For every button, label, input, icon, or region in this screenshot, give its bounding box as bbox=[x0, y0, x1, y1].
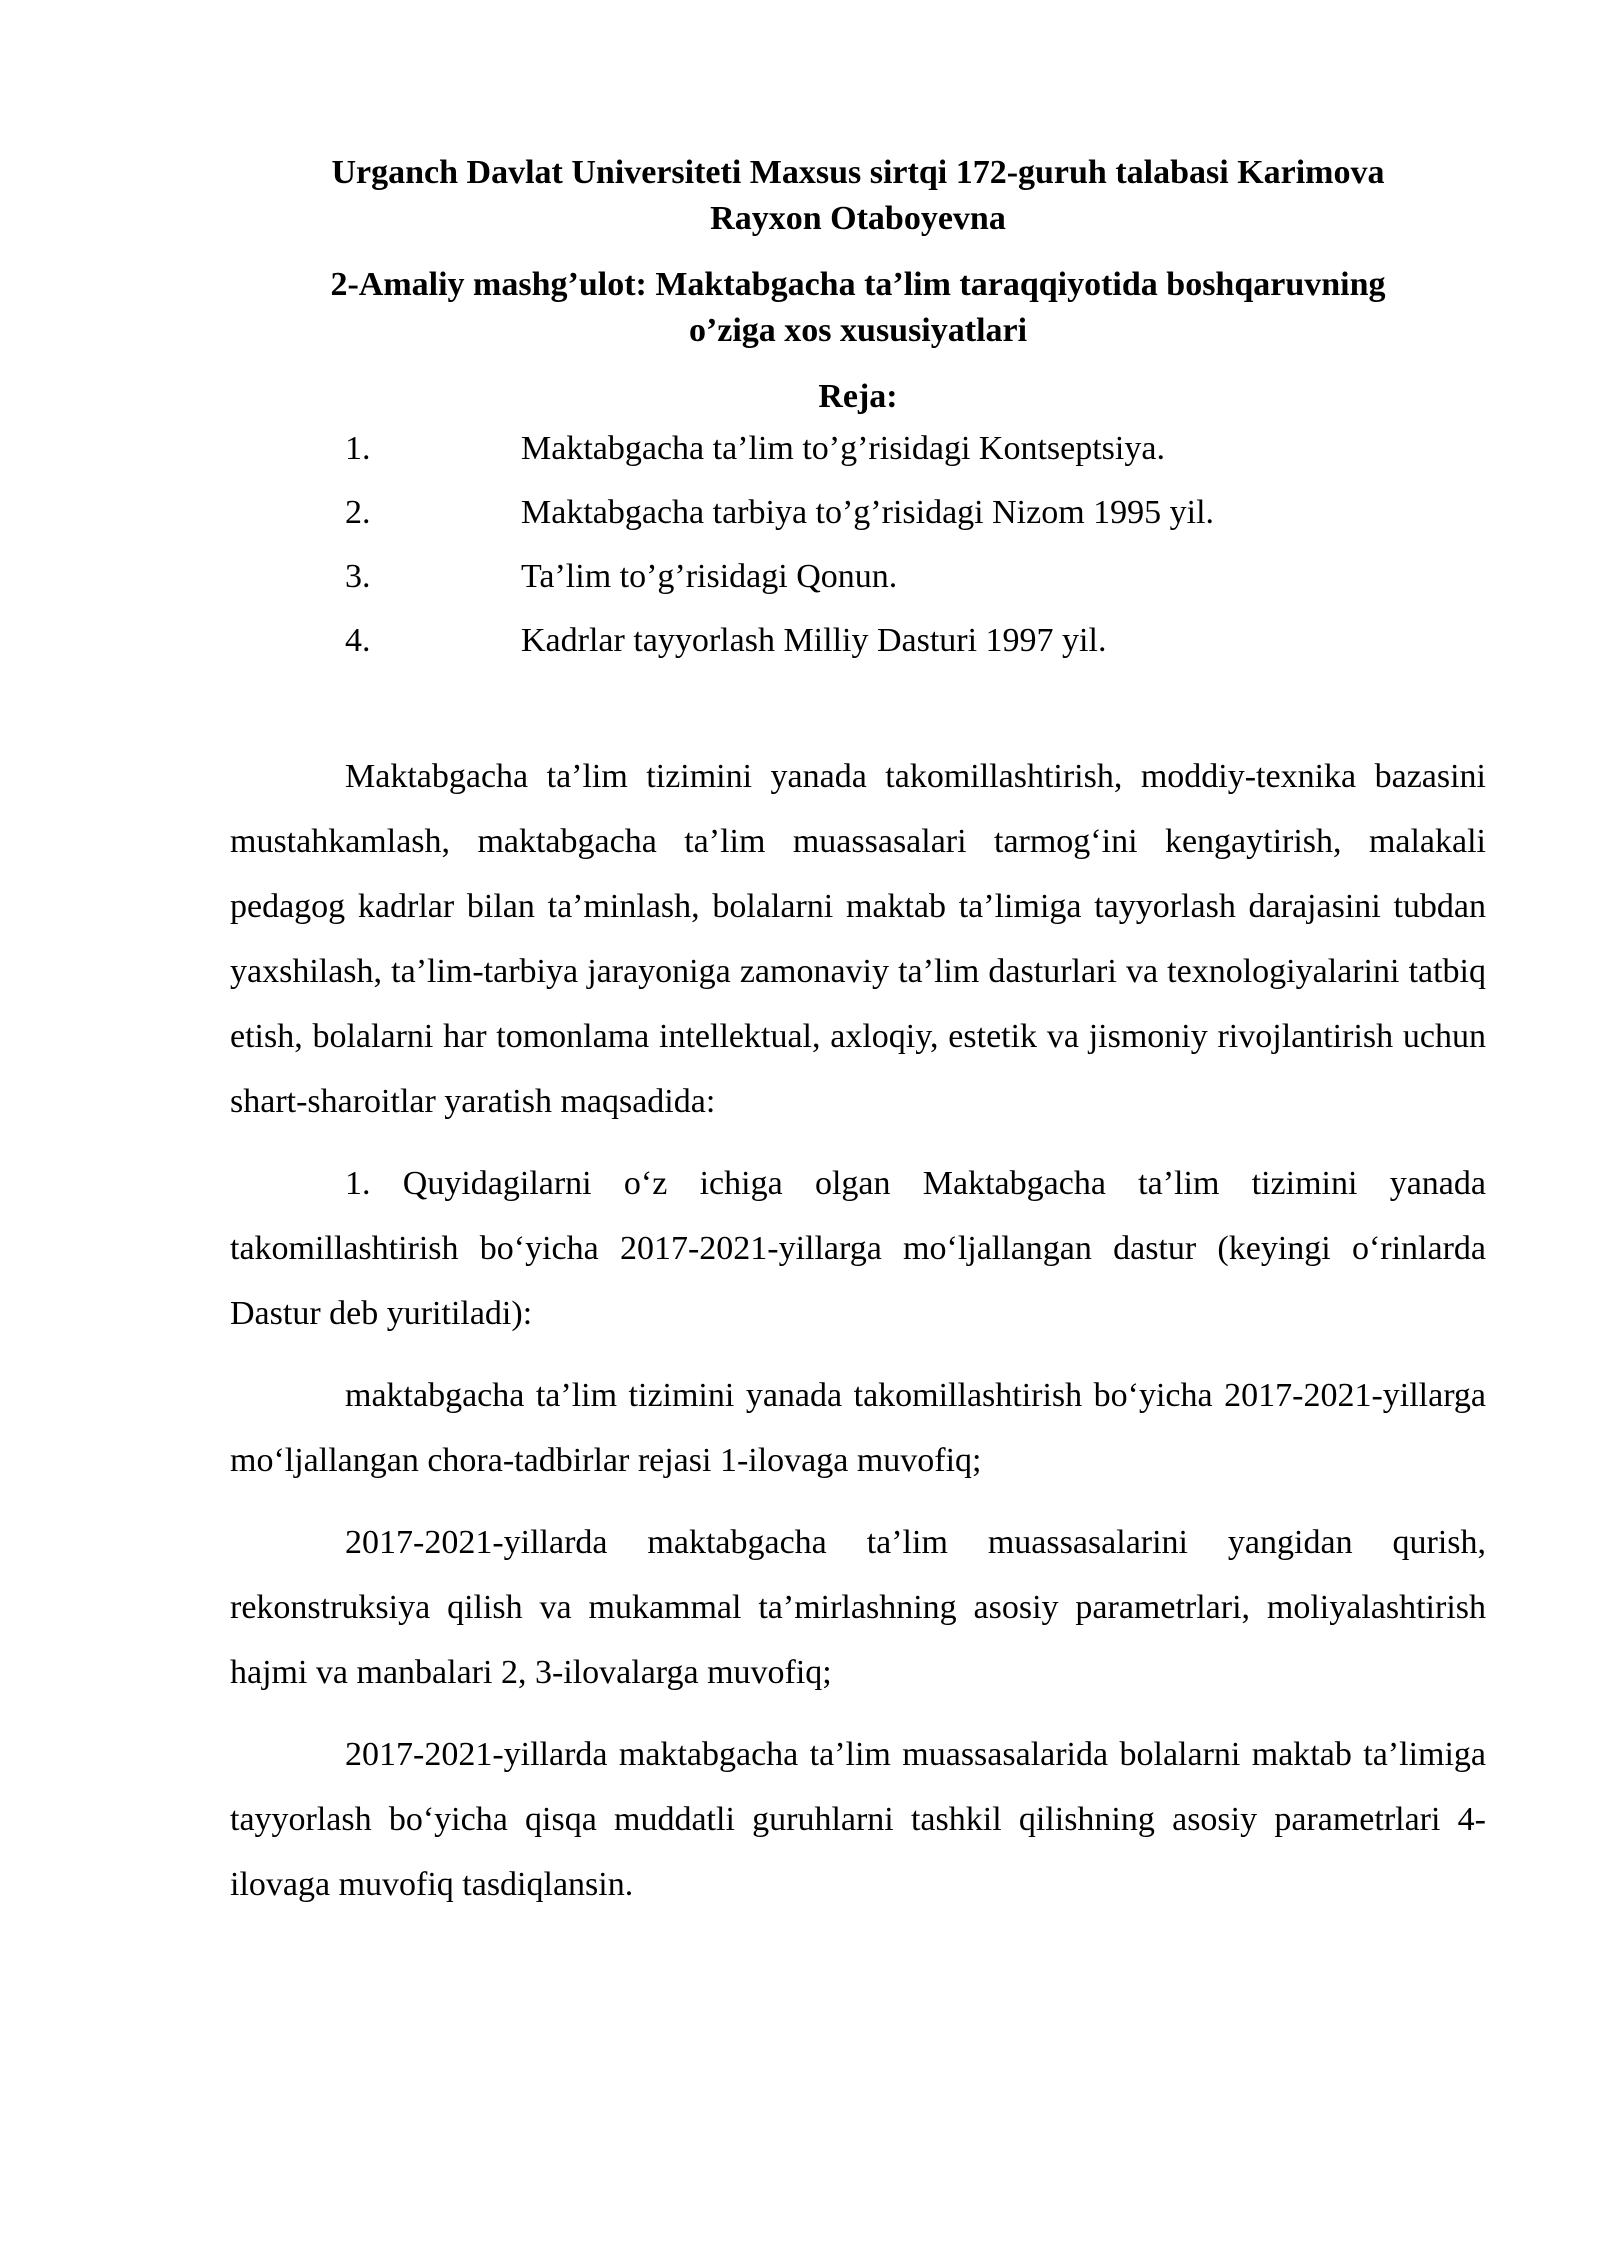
plan-item bbox=[230, 554, 1486, 618]
plan-item-number: 2. bbox=[345, 494, 371, 531]
plan-item-number: 3. bbox=[345, 558, 371, 595]
plan-list bbox=[230, 426, 1486, 682]
plan-item-number: 4. bbox=[345, 622, 371, 659]
body-paragraph-intro: Maktabgacha ta’lim tizimini yanada takomillashtirish, moddiy-texnika bazasini mustahkamlash, maktabgacha ta’lim muassasalari tarmog‘ini kengaytirish, malakali pedagog kadrlar bilan ta’minlash, bolalarni maktab ta’limiga tayyorlash darajasini tubdan yaxshilash, ta’lim-tarbiya jarayoniga zamonaviy ta’lim dasturlari va texnologiyalarini tatbiq etish, bolalarni har tomonlama intellektual, axloqiy, estetik va jismoniy rivojlantirish uchun shart-sharoitlar yaratish maqsadida: bbox=[230, 758, 1486, 1120]
body-paragraph-construction: 2017-2021-yillarda maktabgacha ta’lim muassasalarini yangidan qurish, rekonstruksiya qilish va mukammal ta’mirlashning asosiy parametrlari, moliyalashtirish hajmi va manbalari 2, 3-ilovalarga muvofiq; bbox=[230, 1524, 1486, 1691]
document-title-line2: Rayxon Otaboyevna bbox=[710, 200, 1006, 237]
document-subtitle bbox=[230, 262, 1486, 354]
document-title-line1: Urganch Davlat Universiteti Maxsus sirtqi 172-guruh talabasi Karimova bbox=[331, 154, 1385, 191]
plan-item bbox=[230, 490, 1486, 554]
document-title bbox=[230, 150, 1486, 242]
plan-item-text: Kadrlar tayyorlash Milliy Dasturi 1997 yil. bbox=[521, 622, 1107, 659]
plan-item-text: Ta’lim to’g’risidagi Qonun. bbox=[521, 558, 898, 595]
body-paragraph-program: 1. Quyidagilarni o‘z ichiga olgan Maktabgacha ta’lim tizimini yanada takomillashtirish bo‘yicha 2017-2021-yillarga mo‘ljallangan dastur (keyingi o‘rinlarda Dastur deb yuritiladi): bbox=[230, 1165, 1486, 1332]
document-subtitle-line2: o’ziga xos xususiyatlari bbox=[688, 312, 1028, 349]
plan-item-text: Maktabgacha tarbiya to’g’risidagi Nizom 1995 yil. bbox=[521, 494, 1215, 531]
plan-item-number: 1. bbox=[345, 430, 371, 467]
body-paragraph-action-plan: maktabgacha ta’lim tizimini yanada takomillashtirish bo‘yicha 2017-2021-yillarga mo‘ljallangan chora-tadbirlar rejasi 1-ilovaga muvofiq; bbox=[230, 1377, 1486, 1479]
document-page bbox=[230, 150, 1486, 1917]
plan-item bbox=[230, 426, 1486, 490]
plan-heading: Reja: bbox=[818, 378, 898, 415]
plan-item bbox=[230, 618, 1486, 682]
document-subtitle-line1: 2-Amaliy mashg’ulot: Maktabgacha ta’lim taraqqiyotida boshqaruvning bbox=[330, 266, 1386, 303]
body-paragraph-short-groups: 2017-2021-yillarda maktabgacha ta’lim muassasalarida bolalarni maktab ta’limiga tayyorlash bo‘yicha qisqa muddatli guruhlarni tashkil qilishning asosiy parametrlari 4-ilovaga muvofiq tasdiqlansin. bbox=[230, 1736, 1486, 1903]
plan-item-text: Maktabgacha ta’lim to’g’risidagi Kontseptsiya. bbox=[521, 430, 1165, 467]
